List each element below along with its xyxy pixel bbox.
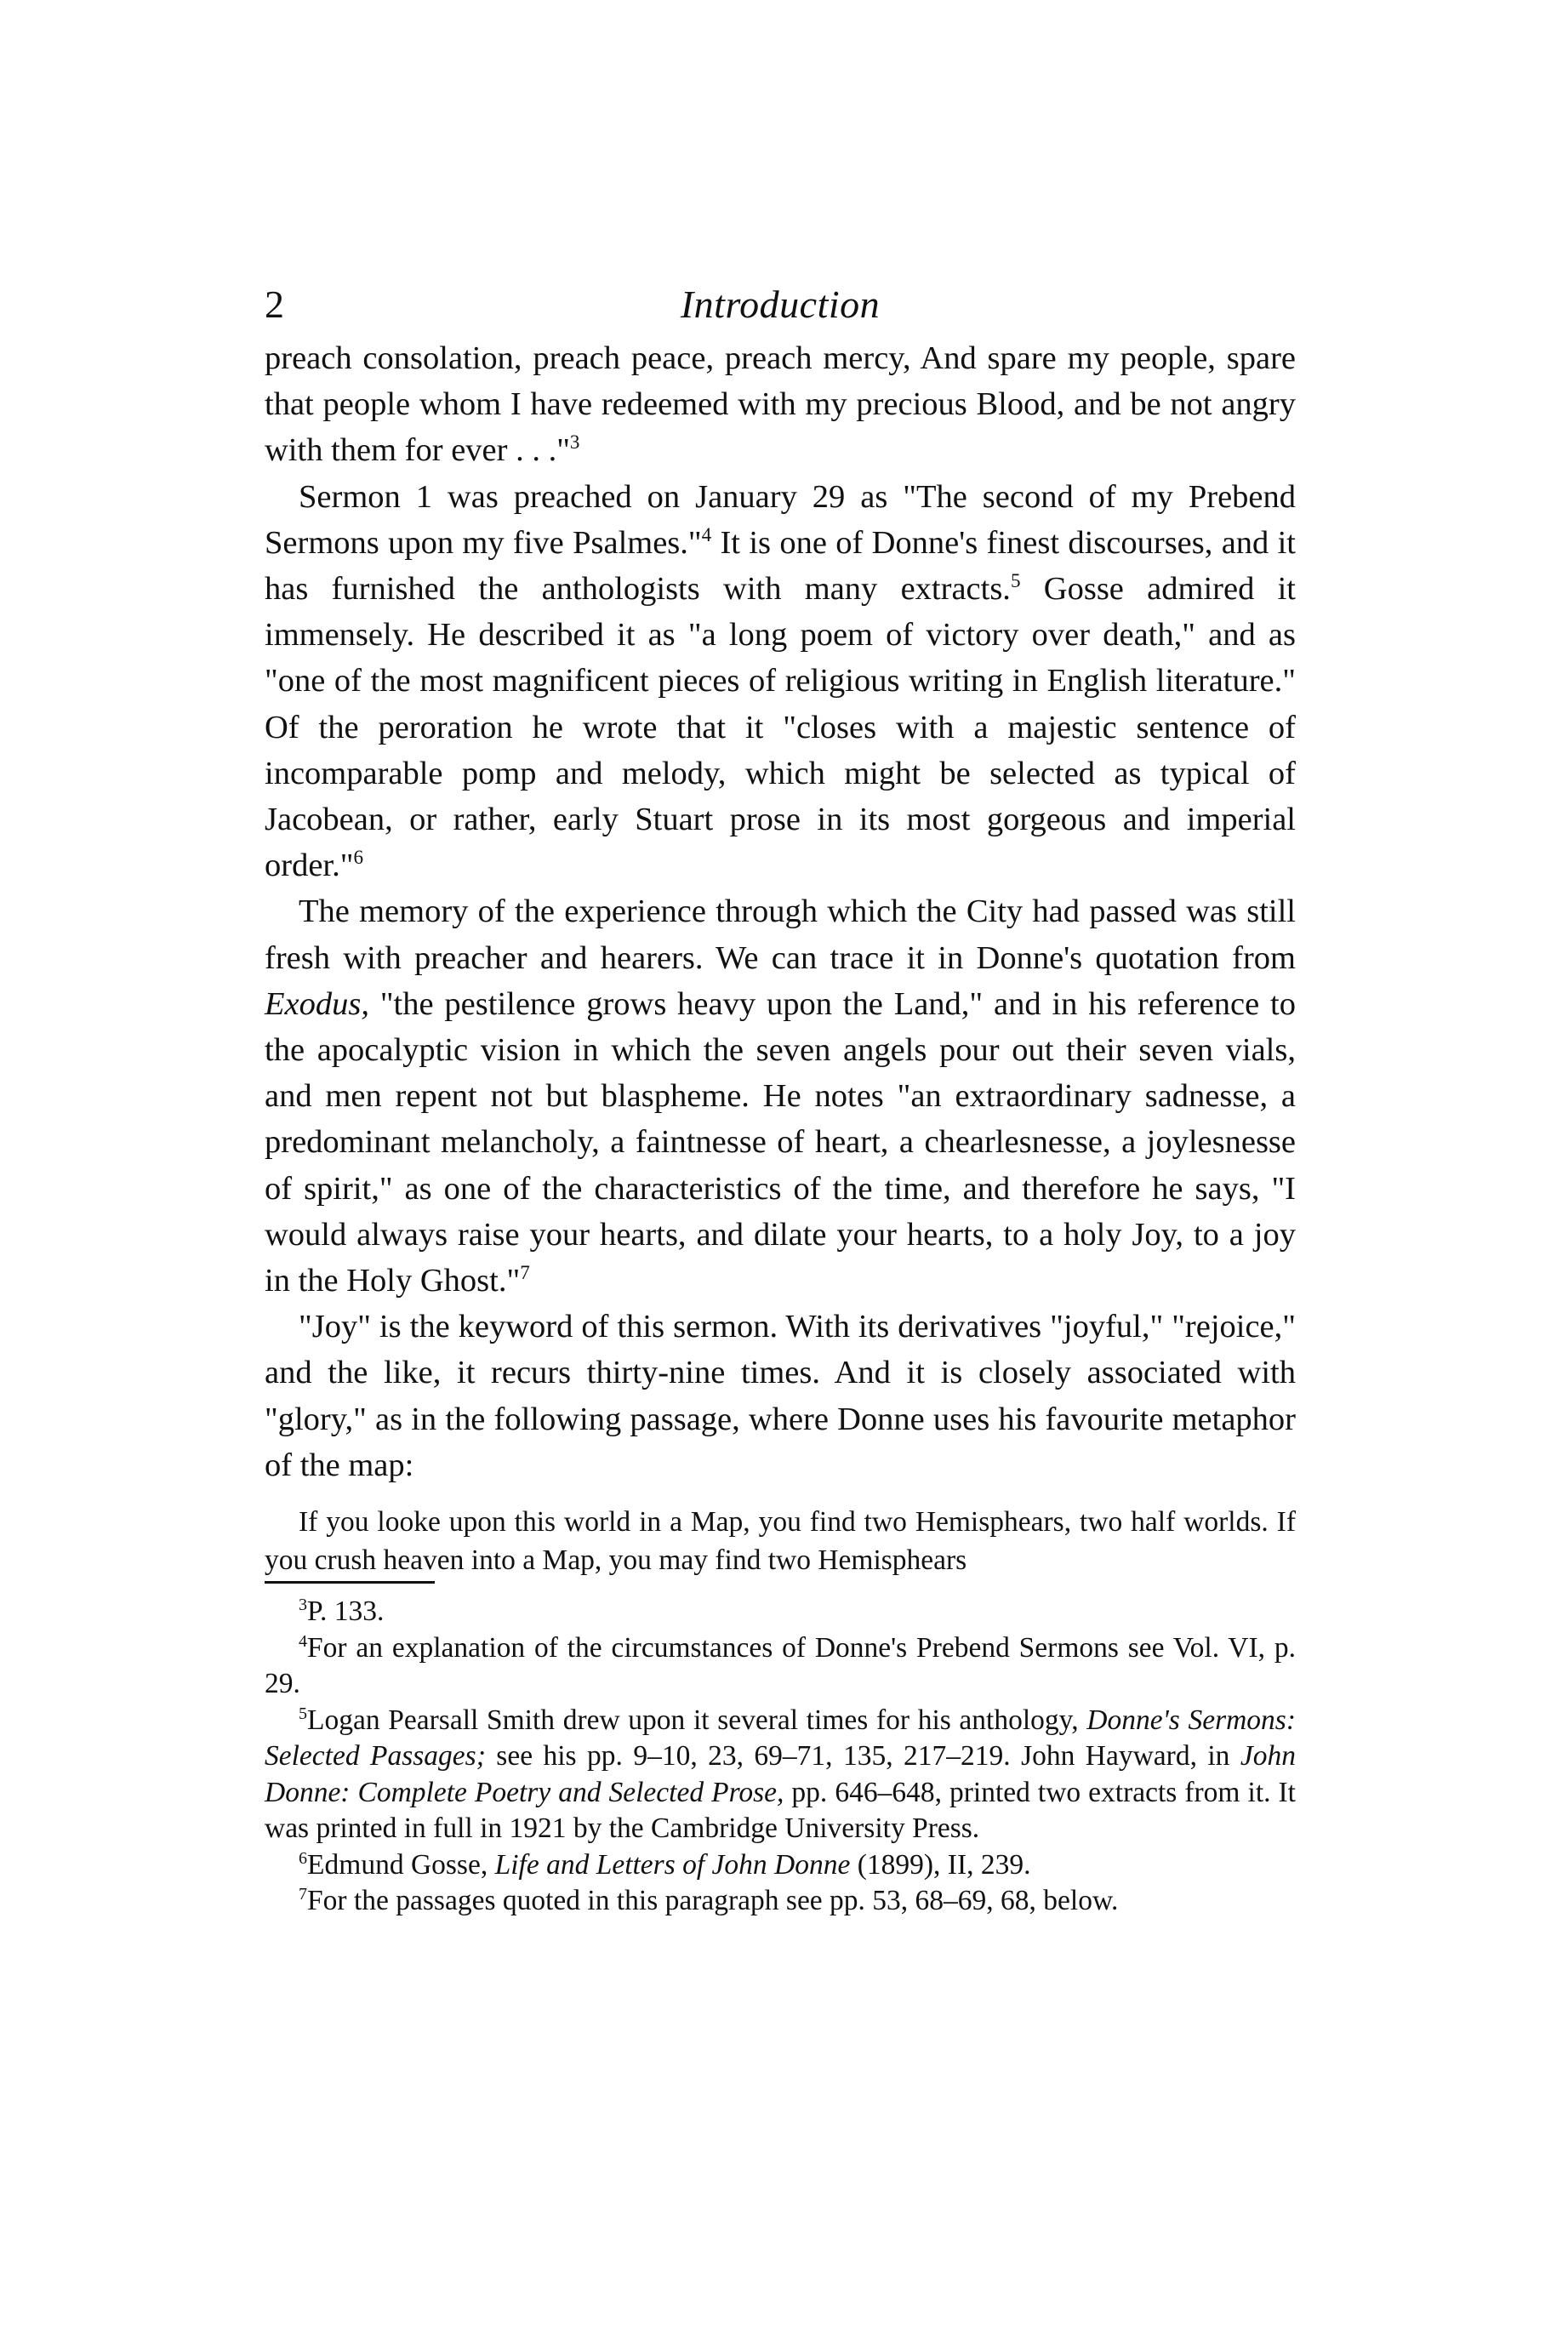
footnote-6-mark: 6: [299, 1848, 308, 1868]
footnote-5-mark: 5: [299, 1704, 308, 1723]
footnote-5-title-1: Donne's Sermons: Selected Passages;: [265, 1704, 1296, 1773]
footnote-ref-7: 7: [520, 1261, 530, 1284]
exodus-title: Exodus,: [265, 985, 369, 1022]
paragraph-2-text-b: It is one of Donne's finest discourses, and it has furnished the anthologists with many extracts.: [265, 524, 1296, 608]
paragraph-3-text-b: "the pestilence grows heavy upon the Land," and in his reference to the apocalyptic vision in which the seven angels pour out their seven vials, and men repent not but blaspheme. He notes "an extraordinary sadnesse, a predominant melancholy, a faintnesse of heart, a chearlesnesse, a joylesnesse of spirit," as one of the characteristics of the time, and therefore he says, "I would always raise your hearts, and dilate your hearts, to a holy Joy, to a joy in the Holy Ghost.": [265, 985, 1296, 1299]
footnote-3: [265, 1594, 1296, 1630]
footnote-6-title: Life and Letters of John Donne: [494, 1848, 851, 1881]
body-text: [265, 335, 1296, 1488]
paragraph-2-text-a: Sermon 1 was preached on January 29 as "The second of my Prebend Sermons upon my five Psalmes.": [265, 478, 1296, 561]
paragraph-1: [265, 335, 1296, 474]
footnote-7-mark: 7: [299, 1884, 308, 1904]
footnote-5-text-b: see his pp. 9–10, 23, 69–71, 135, 217–219. John Hayward, in: [485, 1740, 1240, 1773]
footnote-5-title-2: John Donne: Complete Poetry and Selected Prose,: [265, 1740, 1296, 1808]
paragraph-3: [265, 888, 1296, 1304]
footnote-4-mark: 4: [299, 1631, 308, 1651]
footnote-6-text-b: (1899), II, 239.: [850, 1848, 1031, 1881]
paragraph-2: [265, 474, 1296, 889]
footnote-ref-3: 3: [569, 431, 580, 454]
paragraph-4: [265, 1304, 1296, 1488]
footnotes: [265, 1594, 1296, 1920]
running-head: [265, 281, 1296, 328]
paragraph-3-text-a: The memory of the experience through which the City had passed was still fresh with preacher and hearers. We can trace it in Donne's quotation from: [265, 893, 1296, 976]
running-title: Introduction: [680, 283, 881, 326]
footnote-4: [265, 1630, 1296, 1703]
footnote-3-mark: 3: [299, 1595, 308, 1614]
footnote-5-text-c: pp. 646–648, printed two extracts from it. It was printed in full in 1921 by the Cambridge University Press.: [265, 1776, 1296, 1845]
footnote-4-text: For an explanation of the circumstances of Donne's Prebend Sermons see Vol. VI, p. 29.: [265, 1631, 1296, 1700]
footnote-5: [265, 1703, 1296, 1847]
footnote-ref-4: 4: [701, 522, 712, 545]
footnote-5-text-a: Logan Pearsall Smith drew upon it several times for his anthology,: [307, 1704, 1087, 1736]
footnote-6: [265, 1847, 1296, 1884]
paragraph-2-text-c: Gosse admired it immensely. He described it as "a long poem of victory over death," and as "one of the most magnificent pieces of religious writing in English literature." Of the peroration he wrote that it "closes with a majestic sentence of incomparable pomp and melody, which might be selected as typical of Jacobean, or rather, early Stuart prose in its most gorgeous and imperial order.": [265, 571, 1297, 884]
footnote-ref-6: 6: [353, 846, 363, 869]
paragraph-4-text: "Joy" is the keyword of this sermon. With its derivatives "joyful," "rejoice," and the like, it recurs thirty-nine times. And it is closely associated with "glory," as in the following passage, where Donne uses his favourite metaphor of the map:: [265, 1309, 1296, 1483]
footnote-rule: [265, 1581, 435, 1584]
footnote-3-text: P. 133.: [307, 1596, 385, 1628]
block-quote: If you looke upon this world in a Map, you find two Hemisphears, two half worlds. If you crush heaven into a Map, you may find two Hemisphears: [265, 1506, 1296, 1576]
book-page: [265, 281, 1296, 1920]
footnote-ref-5: 5: [1010, 569, 1021, 592]
footnote-7: [265, 1883, 1296, 1920]
footnote-7-text: For the passages quoted in this paragraph see pp. 53, 68–69, 68, below.: [307, 1885, 1119, 1917]
footnote-6-text-a: Edmund Gosse,: [307, 1848, 495, 1881]
page-number: 2: [265, 283, 284, 326]
paragraph-1-text: preach consolation, preach peace, preach mercy, And spare my people, spare that people whom I have redeemed with my precious Blood, and be not angry with them for ever . . .": [265, 340, 1296, 469]
